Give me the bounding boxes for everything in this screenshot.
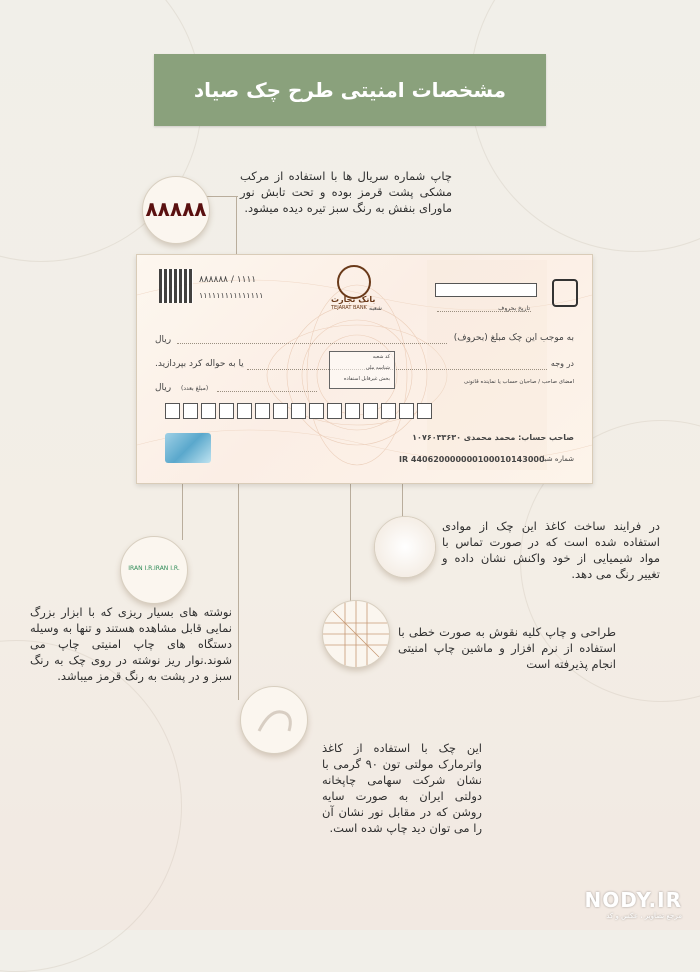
serial-description: چاپ شماره سریال ها با استفاده از مرکب مشکی پشت قرمز بوده و تحت تابش نور ماورای بنفش به رنگ سبز تیره دیده میشود.	[240, 169, 452, 215]
bank-name: بانک تجارت	[331, 295, 376, 304]
serial-sample: ۸۸۸۸۸	[145, 197, 207, 221]
amount-box	[201, 403, 216, 419]
stamp-line: بخش غیرقابل استفاده	[343, 376, 390, 382]
serial-number-zoom	[142, 176, 210, 244]
guilloche-zoom-icon	[323, 601, 389, 667]
cheque-serial-digits: ۱۱۱۱۱۱۱۱۱۱۱۱۱۱۱	[199, 291, 264, 300]
paper-zoom	[374, 516, 436, 578]
amount-box	[165, 403, 180, 419]
amount-box	[345, 403, 360, 419]
amount-box	[183, 403, 198, 419]
amount-box	[237, 403, 252, 419]
microtext-description: نوشته های بسیار ریزی که با ابزار بزرگ نمایی قابل مشاهده هستند و تنها به وسیله دستگاه های چاپ امنیتی چاپ می شوند.نوار ریز نوشته در روی چک به رنگ سبز و در پشت به رنگ قرمز میباشد.	[30, 605, 232, 683]
hologram-strip	[165, 433, 211, 463]
date-words-label: تاریخ بحروف	[498, 305, 530, 312]
stamp-line: شناسه ملی	[365, 365, 390, 371]
microtext-sample: IRAN I.R.IRAN I.R.	[128, 565, 180, 572]
sheba-label: شماره شبا	[542, 455, 574, 463]
signature-label: امضای صاحب / صاحبان حساب یا نماینده قانونی	[463, 379, 574, 385]
bank-name-en: TEJARAT BANK	[331, 305, 367, 311]
sheba-number: IR 440620000000100010143000	[399, 455, 545, 464]
date-words-line	[437, 311, 531, 312]
guilloche-zoom	[322, 600, 390, 668]
branch-label: شعبه	[369, 305, 382, 312]
guilloche-description: طراحی و چاپ کلیه نقوش به صورت خطی با استفاده از نرم افزار و ماشین چاپ امنیتی انجام پذیرفته است	[398, 625, 616, 671]
brand-name: NODY.IR	[584, 888, 682, 912]
national-emblem-icon	[552, 279, 578, 307]
paper-description: در فرایند ساخت کاغذ این چک از موادی استفاده شده است که در صورت تماس با مواد شیمیایی از خود واکنش نشان داده و تغییر رنگ می دهد.	[442, 519, 660, 581]
amount-digits-label: (مبلغ بعدد)	[181, 385, 209, 392]
date-box	[435, 283, 537, 297]
background-ornament	[0, 640, 182, 972]
watermark-description: این چک با استفاده از کاغذ واترمارک مولتی تون ۹۰ گرمی با نشان شرکت سهامی چاپخانه دولتی ایران به صورت سایه روشن که در مقابل نور نشان آن را می توان دید چاپ شده است.	[322, 741, 482, 835]
amount-box	[381, 403, 396, 419]
pay-line-label: به موجب این چک مبلغ (بحروف)	[453, 333, 574, 343]
rial-label: ریال	[155, 383, 172, 393]
rial-label: ریال	[155, 335, 172, 345]
stamp-area	[329, 351, 395, 389]
in-favor-label: در وجه	[550, 359, 574, 368]
to-order-label: یا به حواله کرد بپردازید.	[155, 359, 244, 369]
amount-box	[273, 403, 288, 419]
microtext-zoom	[120, 536, 188, 604]
qr-code	[159, 269, 193, 303]
amount-box	[219, 403, 234, 419]
stamp-line: کد شعبه	[372, 354, 390, 360]
amount-words-line	[177, 343, 447, 344]
amount-box	[291, 403, 306, 419]
amount-box	[363, 403, 378, 419]
paper-texture	[375, 517, 435, 577]
watermark-zoom-icon	[241, 687, 307, 753]
page-title: مشخصات امنیتی طرح چک صیاد	[193, 78, 507, 102]
title-banner	[154, 54, 546, 126]
amount-box	[327, 403, 342, 419]
background-ornament	[470, 0, 700, 252]
site-watermark	[585, 888, 683, 920]
connector-line	[206, 196, 238, 197]
amount-box	[417, 403, 432, 419]
amount-digits-line	[217, 391, 317, 392]
bank-logo-icon	[337, 265, 371, 299]
amount-box	[309, 403, 324, 419]
watermark-zoom	[240, 686, 308, 754]
account-holder: صاحب حساب: محمد محمدی ۱۰۷۶۰۳۳۶۳۰	[412, 433, 574, 442]
amount-box	[255, 403, 270, 419]
payee-line	[247, 369, 547, 370]
cheque-image	[136, 254, 593, 484]
brand-tagline: مرجع تصاویر ، عکس و کد	[606, 912, 682, 920]
amount-box	[399, 403, 414, 419]
cheque-serial: ۱۱۱۱ / ۸۸۸۸۸۸	[199, 275, 257, 285]
